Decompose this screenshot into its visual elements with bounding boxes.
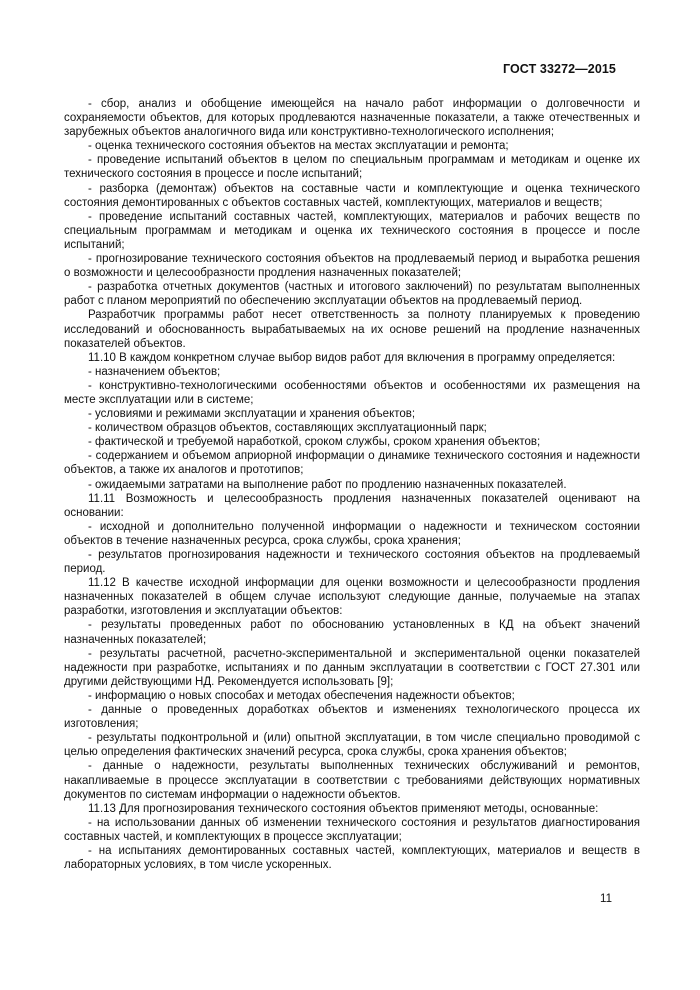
document-body [64, 97, 640, 872]
paragraph: - разработка отчетных документов (частных и итогового заключений) по результатам выполненных работ с планом мероприятий по обеспечению эксплуатации объектов на продлеваемый период. [64, 281, 640, 308]
paragraph: - содержанием и объемом априорной информации о динамике технического состояния и надежности объектов, а также их аналогов и прототипов; [64, 450, 640, 477]
paragraph: - разборка (демонтаж) объектов на составные части и комплектующие и оценка технического состояния демонтированных с объектов составных частей, комплектующих, материалов и веществ; [64, 182, 640, 209]
paragraph: - оценка технического состояния объектов на местах эксплуатации и ремонта; [88, 140, 509, 153]
paragraph: - условиями и режимами эксплуатации и хранения объектов; [88, 408, 416, 421]
paragraph: - на использовании данных об изменении технического состояния и результатов диагностирования составных частей, и комплектующих в процессе эксплуатации; [64, 816, 640, 843]
paragraph: - данные о надежности, результаты выполненных технических обслуживаний и ремонтов, накапливаемые в процессе эксплуатации в соответствии с требованиями действующих нормативных документов по системам информации о надежности объектов. [64, 760, 640, 801]
section-11-10: 11.10 В каждом конкретном случае выбор видов работ для включения в программу определяется: [88, 351, 616, 364]
section-11-13: 11.13 Для прогнозирования технического состояния объектов применяют методы, основанные: [88, 802, 599, 815]
paragraph: - сбор, анализ и обобщение имеющейся на начало работ информации о долговечности и сохраняемости объектов, для которых продлеваются назначенные показатели, а также отечественных и зарубежных объектов аналогичного вида или конструктивно-технологического исполнения; [64, 98, 640, 139]
paragraph: - данные о проведенных доработках объектов и изменениях технологического процесса их изготовления; [64, 704, 640, 731]
paragraph: - информацию о новых способах и методах обеспечения надежности объектов; [88, 689, 515, 702]
paragraph: - исходной и дополнительно полученной информации о надежности и техническом состоянии объектов в течение назначенных ресурса, срока службы, срока хранения; [64, 520, 640, 547]
paragraph: - проведение испытаний объектов в целом по специальным программам и методикам и оценке их технического состояния в процессе и после испытаний; [64, 154, 640, 181]
paragraph: - на испытаниях демонтированных составных частей, комплектующих, материалов и веществ в лабораторных условиях, в том числе ускоренных. [64, 844, 640, 872]
section-11-12: 11.12 В качестве исходной информации для оценки возможности и целесообразности продления назначенных показателей в общем случае используют следующие данные, получаемые на этапах разработки, изготовления и эксплуатации объектов: [64, 577, 640, 618]
paragraph: - количеством образцов объектов, составляющих эксплуатационный парк; [88, 422, 487, 435]
paragraph: - назначением объектов; [88, 365, 221, 378]
page-header: ГОСТ 33272—2015 [502, 62, 616, 76]
section-11-11: 11.11 Возможность и целесообразность продления назначенных показателей оценивают на основании: [64, 492, 640, 519]
page-number: 11 [600, 893, 612, 905]
paragraph: - фактической и требуемой наработкой, сроком службы, сроком хранения объектов; [88, 436, 541, 449]
paragraph: - результаты расчетной, расчетно-экспериментальной и экспериментальной оценки показателей надежности при разработке, испытаниях и по данным эксплуатации в соответствии с ГОСТ 27.301 или другими действующими НД. Рекомендуется использовать [9]; [64, 647, 640, 688]
paragraph: - прогнозирование технического состояния объектов на продлеваемый период и выработка решения о возможности и целесообразности продления назначенных показателей; [64, 253, 640, 280]
paragraph: - проведение испытаний составных частей, комплектующих, материалов и рабочих веществ по специальным программам и методикам и оценка их технического состояния в процессе и после испытаний; [64, 210, 640, 251]
paragraph: - результатов прогнозирования надежности и технического состояния объектов на продлеваемый период. [64, 549, 640, 576]
paragraph: - результаты подконтрольной и (или) опытной эксплуатации, в том числе специально проводимой с целью определения фактических значений ресурса, срока службы, срока хранения объектов; [64, 732, 640, 759]
paragraph: - ожидаемыми затратами на выполнение работ по продлению назначенных показателей. [88, 478, 567, 491]
paragraph: Разработчик программы работ несет ответственность за полноту планируемых к проведению исследований и обоснованность вырабатываемых на их основе решений на продление назначенных показателей объектов. [64, 309, 640, 350]
paragraph: - конструктивно-технологическими особенностями объектов и особенностями их размещения на месте эксплуатации или в системе; [64, 379, 640, 406]
paragraph: - результаты проведенных работ по обоснованию установленных в КД на объект значений назначенных показателей; [64, 619, 640, 646]
